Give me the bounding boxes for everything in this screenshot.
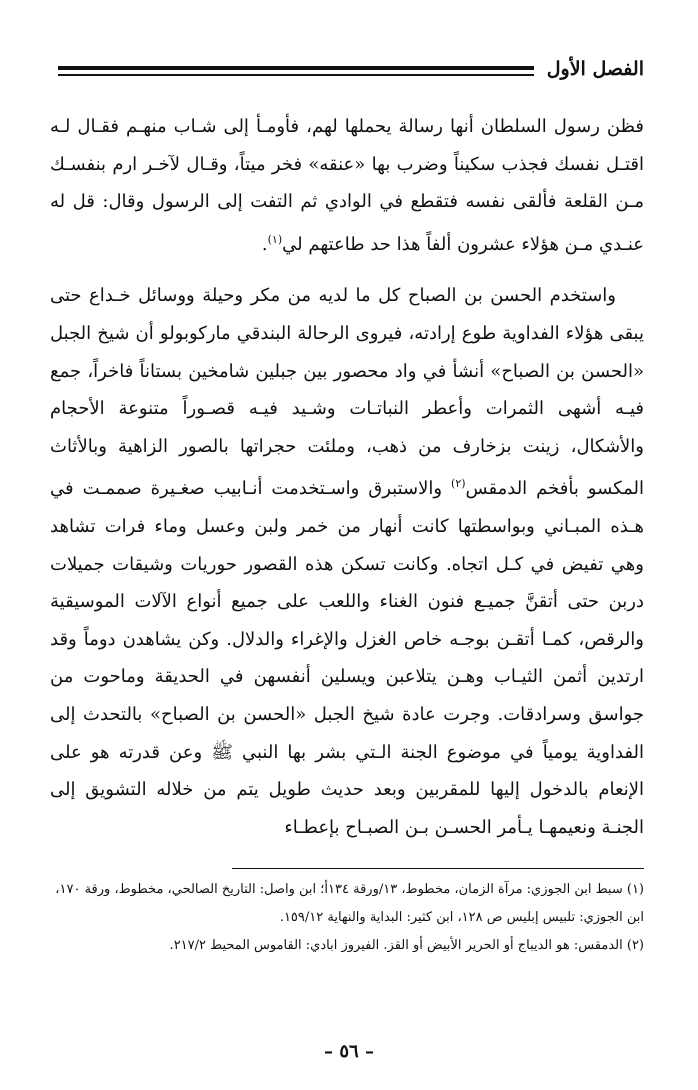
- footnotes: [50, 876, 644, 960]
- paragraph-1-text: فظن رسول السلطان أنها رسالة يحملها لهم، فأومـأ إلى شـاب منهـم فقـال لـه اقتـل نفسك فجذب سكيناً وضرب بها «عنقه» فخر ميتاً، وقـال لآخـر ارم بنفسـك مـن القلعة فألقى نفسه فتقطع في الوادي ثم التفت إلى الرسول وقال: قل له عنـدي مـن هؤلاء عشرون ألفاً هذا حد طاعتهم لي: [50, 116, 644, 255]
- paragraph-2: [50, 277, 644, 846]
- header-rule-thick: [58, 66, 534, 70]
- footnote-divider: [232, 868, 644, 869]
- chapter-title: الفصل الأول: [546, 58, 644, 80]
- body-text: [50, 108, 644, 846]
- paragraph-1: فظن رسول السلطان أنها رسالة يحملها لهم، فأومـأ إلى شـاب منهـم فقـال لـه اقتـل نفسك فجذب سكيناً وضرب بها «عنقه» فخر ميتاً، وقـال لآخـر ارم بنفسـك مـن القلعة فألقى نفسه فتقطع في الوادي ثم التفت إلى الرسول وقال: قل له عنـدي مـن هؤلاء عشرون ألفاً هذا حد طاعتهم لي$^{(١)}$.: [50, 116, 644, 255]
- page-header: [58, 56, 644, 86]
- page-number: – ٥٦ –: [324, 1041, 374, 1062]
- footnote-ref-1: (١): [267, 232, 283, 246]
- footnote-ref-2: (٢): [451, 477, 466, 491]
- header-rule-thin: [58, 74, 534, 76]
- paragraph-2-text: واستخدم الحسن بن الصباح كل ما لديه من مكر وحيلة ووسائل خـداع حتى يبقى هؤلاء الفداوية طوع إرادته، فيروى الرحالة البندقي ماركوبولو أن شيخ الجبل «الحسن بن الصباح» أنشأ في واد محصور بين جبلين شامخين بستاناً فاخراً، جمع فيـه أشهى الثمرات وأعطر النباتـات وشـيد فيـه قصـوراً متنوعة الأحجام والأشكال، زينت بزخارف من ذهب، وملئت حجراتها بالصور الزاهية وبالأثاث المكسو بأفخم الدمقس$^{(٢)}$ والاستبرق واسـتخدمت أنـابيب صغـيرة صممـت في هـذه المبـاني وبواسطتها كانت أنهار من خمر ولبن وعسل وماء فرات تشاهد وهي تفيض في كـل اتجاه. وكانت تسكن هذه القصور حوريات وشيقات جميلات دربن حتى أتقنَّ جميـع فنون الغناء واللعب على جميع أنواع الآلات الموسيقية والرقص، كمـا أتقـن بوجـه خاص الغزل والإغراء والدلال. وكن يشاهدن دوماً وقد ارتدين أثمن الثيـاب وهـن يتلاعبن ويسلين أنفسهن في الحديقة وماحوت من جواسق وسرادقات. وجرت عادة شيخ الجبل «الحسن بن الصباح» بالتحدث إلى الفداوية يومياً في موضوع الجنة الـتي بشر بها النبي ﷺ وعن قدرته هو على الإنعام بالدخول إليها للمقربين وبعد حديث طويل يتم من خلاله التشويق إلى الجنـة ونعيمهـا يـأمر الحسـن بـن الصبـاح بإعطـاء: [50, 285, 644, 838]
- footnote-1: (١) سبط ابن الجوزي: مرآة الزمان، مخطوط، ١٣/ورقة ١٣٤أ؛ ابن واصل: التاريخ الصالحي، مخطوط، ورقة ١٧٠، ابن الجوزي: تلبيس إبليس ص ١٢٨، ابن كثير: البداية والنهاية ١٥٩/١٢.: [55, 882, 644, 925]
- footnote-2: (٢) الدمقس: هو الديباج أو الحرير الأبيض أو القز. الفيروز ابادي: القاموس المحيط ٢١٧/٢.: [169, 938, 644, 953]
